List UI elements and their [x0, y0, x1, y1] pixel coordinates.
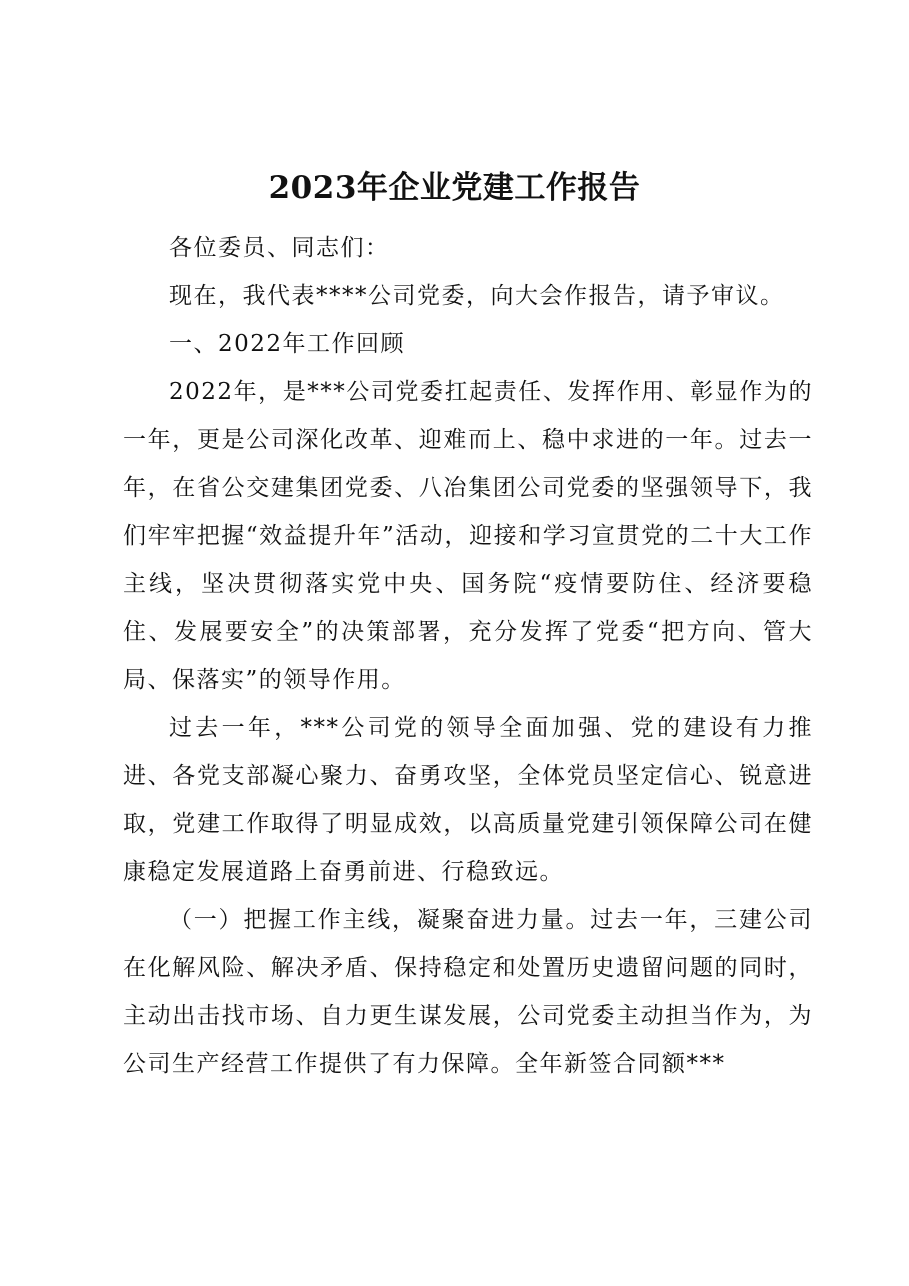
paragraph-body: 2022年，是***公司党委扛起责任、发挥作用、彰显作为的一年，更是公司深化改革、迎难而上、稳中求进的一年。过去一年，在省公交建集团党委、八冶集团公司党委的坚强领导下，我们牢牢把握“效益提升年”活动，迎接和学习宣贯党的二十大工作主线，坚决贯彻落实党中央、国务院“疫情要防住、经济要稳住、发展要安全”的决策部署，充分发挥了党委“把方向、管大局、保落实”的领导作用。 [123, 379, 813, 693]
paragraph-body: 过去一年，***公司党的领导全面加强、党的建设有力推进、各党支部凝心聚力、奋勇攻坚，全体党员坚定信心、锐意进取，党建工作取得了明显成效，以高质量党建引领保障公司在健康稳定发展道路上奋勇前进、行稳致远。 [123, 715, 813, 885]
paragraph-intro: 现在，我代表****公司党委，向大会作报告，请予审议。 [169, 283, 785, 309]
paragraph-greeting: 各位委员、同志们： [169, 235, 390, 261]
paragraph-body: （一）把握工作主线，凝聚奋进力量。过去一年，三建公司在化解风险、解决矛盾、保持稳定和处置历史遗留问题的同时，主动出击找市场、自力更生谋发展，公司党委主动担当作为，为公司生产经营工作提供了有力保障。全年新签合同额*** [123, 907, 813, 1077]
document-body [123, 224, 813, 1088]
document-title: 2023年企业党建工作报告 [268, 170, 641, 206]
section-heading-review: 一、2022年工作回顾 [169, 331, 406, 357]
